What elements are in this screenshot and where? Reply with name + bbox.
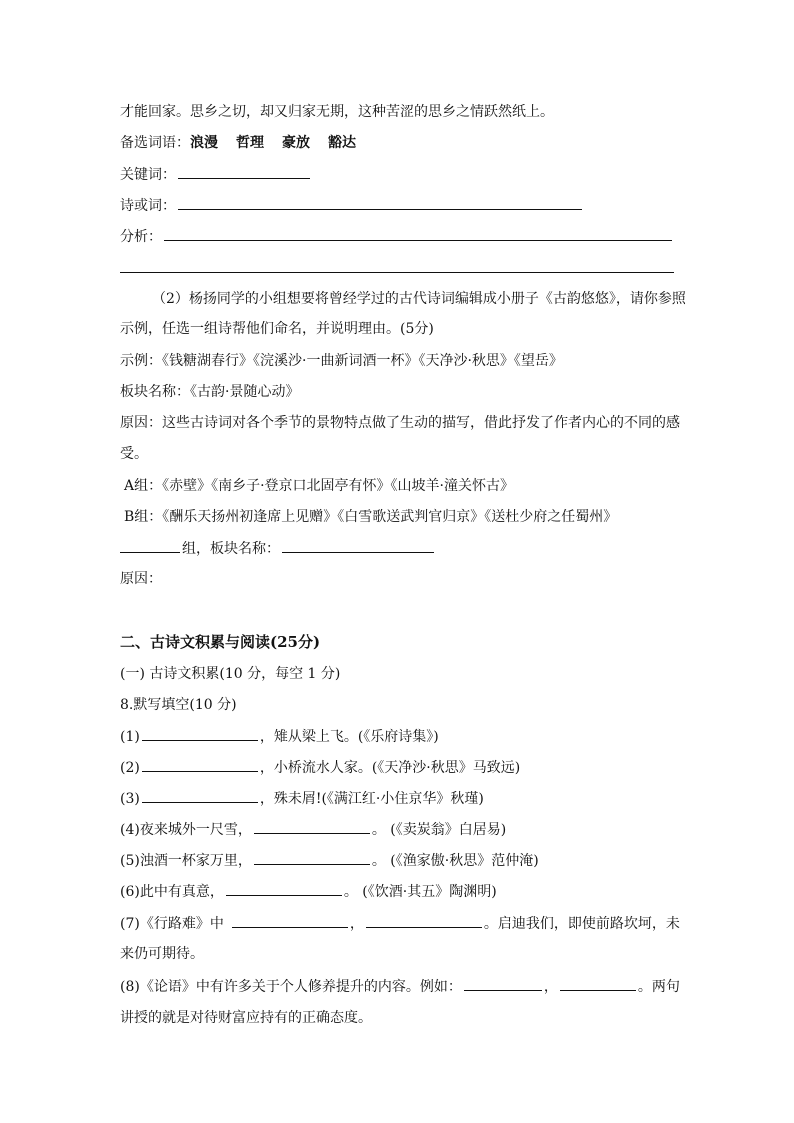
fill-item-suffix: 。 (《渔家傲·秋思》范仲淹) (371, 853, 539, 869)
fill-item-1 (120, 726, 439, 746)
fill-item-suffix: 雉从梁上飞。(《乐府诗集》) (273, 729, 439, 745)
fill-blank[interactable] (366, 913, 482, 928)
fill-item-comma: ， (259, 791, 274, 807)
fill-item-6 (120, 881, 497, 901)
analysis-blank[interactable] (164, 226, 672, 241)
fill-blank[interactable] (254, 819, 370, 834)
fill-item-7-line2: 来仍可期待。 (120, 946, 204, 962)
alt-word: 哲理 (236, 135, 264, 151)
fill-item-2 (120, 757, 520, 777)
fill-blank[interactable] (226, 881, 342, 896)
section2-sub1: (一) 古诗文积累(10 分，每空 1 分) (120, 666, 341, 682)
fill-item-suffix: 。启迪我们，即使前路坎坷，未 (483, 916, 680, 932)
fill-item-suffix: 。 (《饮酒·其五》陶渊明) (343, 884, 497, 900)
group-choice-blank[interactable] (120, 538, 180, 553)
alt-words-row (120, 133, 374, 153)
section2-title: 二、古诗文积累与阅读(25分) (120, 633, 321, 651)
fill-blank[interactable] (254, 850, 370, 865)
q2-example: 示例：《钱糖湖春行》《浣溪沙·一曲新词酒一杯》《天净沙·秋思》《望岳》 (120, 353, 563, 369)
fill-item-prefix: (2) (120, 760, 140, 776)
q2-reason-line1: 原因：这些古诗词对各个季节的景物特点做了生动的描写，借此抒发了作者内心的不同的感 (120, 415, 680, 431)
fill-item-prefix: (6)此中有真意， (120, 884, 224, 900)
analysis-blank-line2[interactable] (120, 272, 674, 273)
fill-item-suffix: 殊未屑!(《满江红·小住京华》秋瑾) (273, 791, 484, 807)
fill-item-8 (120, 976, 680, 996)
fill-item-8-line2: 讲授的就是对待财富应持有的正确态度。 (120, 1010, 372, 1026)
keyword-row (120, 164, 312, 184)
fill-item-comma: ， (543, 979, 558, 995)
group-select-row (120, 538, 436, 558)
q2-line2: 示例，任选一组诗帮他们命名，并说明理由。(5分) (120, 321, 434, 337)
fill-item-7 (120, 913, 680, 933)
q2-reason-line2: 受。 (120, 446, 148, 462)
fill-item-prefix: (8)《论语》中有许多关于个人修养提升的内容。例如： (120, 979, 462, 995)
block-name-blank[interactable] (282, 538, 434, 553)
group-select-label: 组，板块名称： (182, 541, 280, 557)
fill-blank[interactable] (142, 788, 258, 803)
fill-item-comma: ， (259, 760, 274, 776)
fill-blank[interactable] (142, 726, 258, 741)
alt-words-label: 备选词语： (120, 135, 190, 151)
keyword-blank[interactable] (178, 164, 310, 179)
fill-item-4 (120, 819, 506, 839)
poem-row (120, 195, 584, 215)
reason-label: 原因： (120, 571, 162, 587)
group-a: A组：《赤壁》《南乡子·登京口北固亭有怀》《山坡羊·潼关怀古》 (124, 478, 515, 494)
q2-line1: （2）杨扬同学的小组想要将曾经学过的古代诗词编辑成小册子《古韵悠悠》，请你参照 (152, 291, 686, 307)
fill-item-prefix: (3) (120, 791, 140, 807)
fill-item-suffix: 。 (《卖炭翁》白居易) (371, 822, 507, 838)
q8-title: 8.默写填空(10 分) (120, 697, 237, 713)
q2-block-name: 板块名称：《古韵·景随心动》 (120, 384, 300, 400)
fill-item-comma: ， (349, 916, 364, 932)
poem-label: 诗或词： (120, 198, 176, 214)
fill-blank[interactable] (142, 757, 258, 772)
fill-item-comma: ， (259, 729, 274, 745)
fill-item-5 (120, 850, 539, 870)
keyword-label: 关键词： (120, 167, 176, 183)
analysis-row (120, 226, 674, 246)
fill-item-prefix: (7)《行路难》中 (120, 916, 224, 932)
intro-line: 才能回家。思乡之切，却又归家无期，这种苦涩的思乡之情跃然纸上。 (120, 104, 554, 120)
fill-blank[interactable] (464, 976, 542, 991)
fill-item-3 (120, 788, 484, 808)
fill-item-prefix: (4)夜来城外一尺雪， (120, 822, 252, 838)
fill-item-suffix: 小桥流水人家。(《天净沙·秋思》马致远) (273, 760, 521, 776)
poem-blank[interactable] (178, 195, 582, 210)
fill-item-prefix: (5)浊酒一杯家万里， (120, 853, 252, 869)
alt-word: 豁达 (328, 135, 356, 151)
fill-item-prefix: (1) (120, 729, 140, 745)
group-b: B组：《酬乐天扬州初逢席上见赠》《白雪歌送武判官归京》《送杜少府之任蜀州》 (124, 509, 618, 525)
analysis-label: 分析： (120, 229, 162, 245)
fill-item-suffix: 。两句 (637, 979, 680, 995)
fill-blank[interactable] (232, 913, 348, 928)
fill-blank[interactable] (560, 976, 636, 991)
alt-word: 浪漫 (190, 135, 218, 151)
alt-word: 豪放 (282, 135, 310, 151)
